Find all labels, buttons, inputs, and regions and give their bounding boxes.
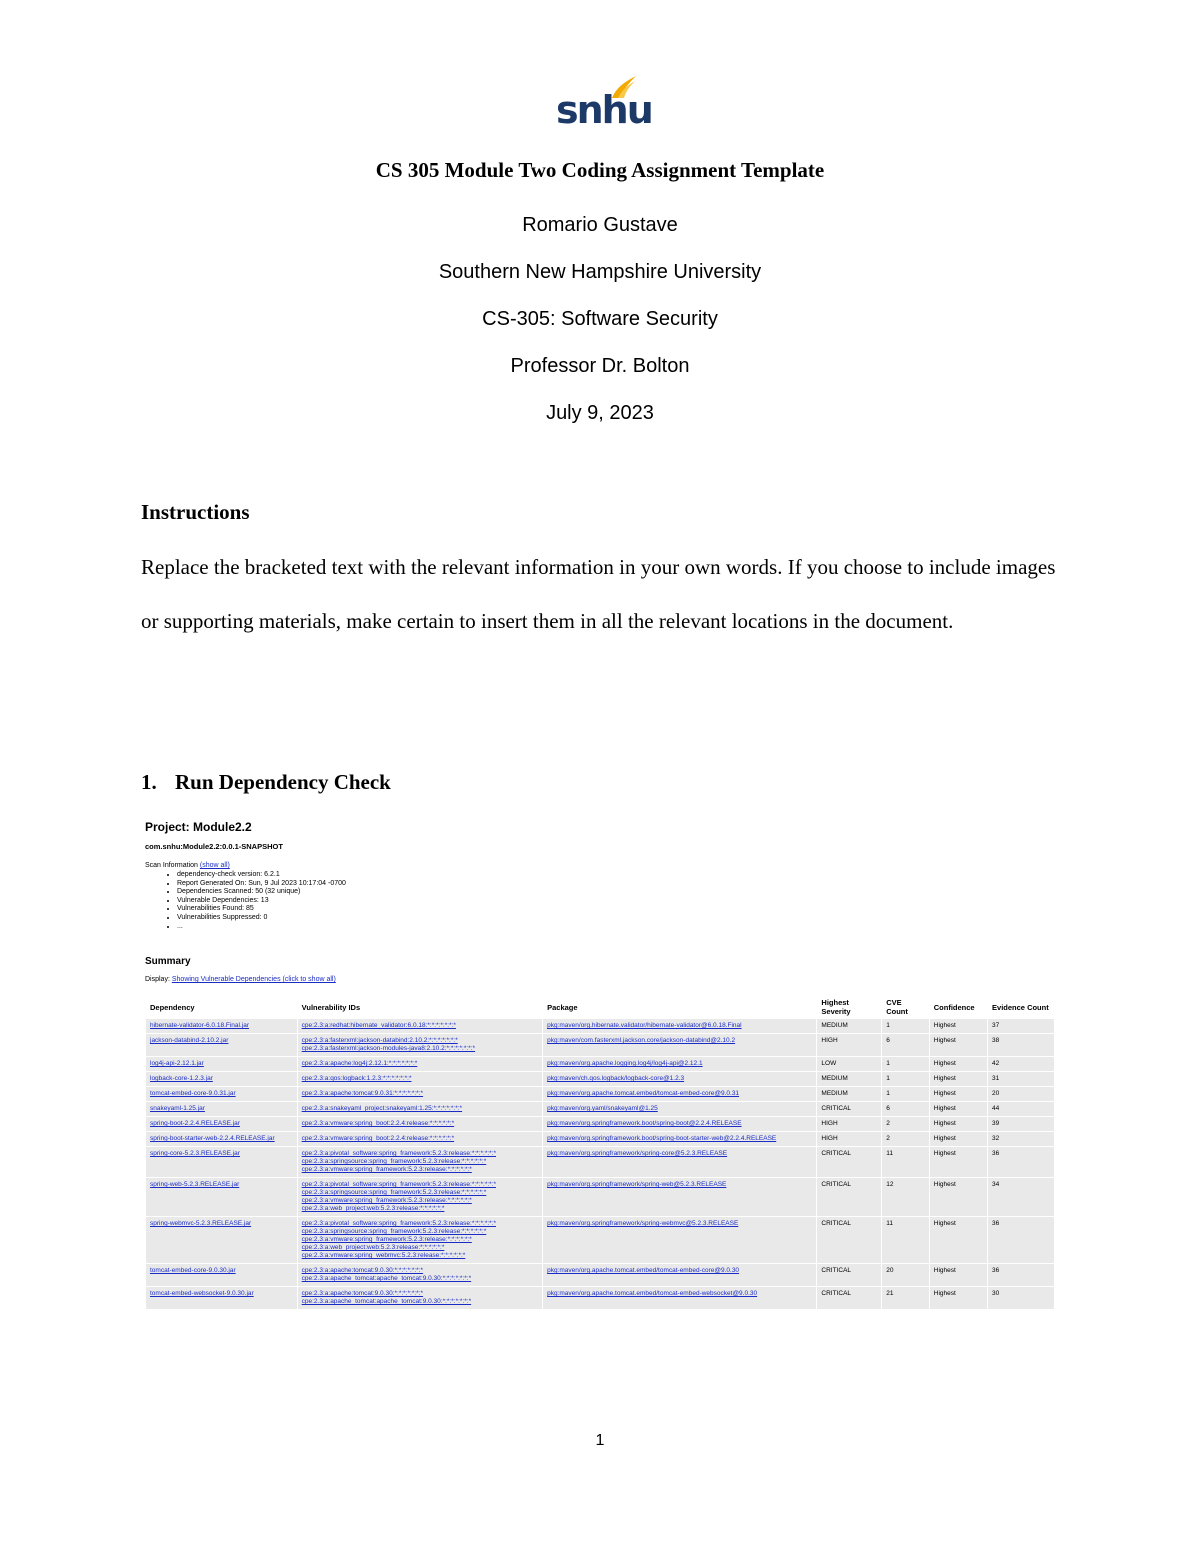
- vulnerability-id-link[interactable]: cpe:2.3:a:apache:tomcat:9.0.31:*:*:*:*:*:*:*: [301, 1090, 424, 1097]
- package-cell[interactable]: pkg:maven/org.apache.tomcat.embed/tomcat-embed-websocket@9.0.30: [543, 1287, 816, 1309]
- vulnerability-ids-cell[interactable]: [298, 1102, 542, 1116]
- severity-cell: MEDIUM: [817, 1072, 881, 1086]
- summary-table: [145, 995, 1055, 1310]
- dependency-cell[interactable]: tomcat-embed-websocket-9.0.30.jar: [146, 1287, 297, 1309]
- confidence-cell: Highest: [930, 1087, 987, 1101]
- instructions-heading: Instructions: [141, 500, 250, 524]
- vulnerability-id-link[interactable]: cpe:2.3:a:redhat:hibernate_validator:6.0.18:*:*:*:*:*:*:*: [301, 1022, 456, 1029]
- dependency-cell[interactable]: logback-core-1.2.3.jar: [146, 1072, 297, 1086]
- cve-count-cell: 11: [882, 1217, 929, 1263]
- cve-count-cell: 2: [882, 1132, 929, 1146]
- vulnerability-id-link[interactable]: cpe:2.3:a:pivotal_software:spring_framework:5.2.3:release:*:*:*:*:*:*: [301, 1150, 497, 1157]
- display-filter: [145, 976, 336, 983]
- display-toggle-link[interactable]: Showing Vulnerable Dependencies (click to show all): [171, 976, 336, 983]
- confidence-cell: Highest: [930, 1117, 987, 1131]
- severity-cell: CRITICAL: [817, 1178, 881, 1216]
- vulnerability-id-link[interactable]: cpe:2.3:a:springsource:spring_framework:5.2.3:release:*:*:*:*:*:*: [301, 1189, 487, 1196]
- vulnerability-id-link[interactable]: cpe:2.3:a:vmware:spring_framework:5.2.3:release:*:*:*:*:*:*: [301, 1197, 472, 1204]
- evidence-count-cell: 38: [988, 1034, 1054, 1056]
- package-cell[interactable]: pkg:maven/org.springframework/spring-webmvc@5.2.3.RELEASE: [543, 1217, 816, 1263]
- section-heading: [141, 770, 391, 795]
- vulnerability-id-link[interactable]: cpe:2.3:a:vmware:spring_boot:2.2.4:release:*:*:*:*:*:*: [301, 1120, 455, 1127]
- dependency-cell[interactable]: hibernate-validator-6.0.18.Final.jar: [146, 1019, 297, 1033]
- vulnerability-id-link[interactable]: cpe:2.3:a:vmware:spring_webmvc:5.2.3:release:*:*:*:*:*:*: [301, 1252, 466, 1259]
- document-title: CS 305 Module Two Coding Assignment Template: [375, 158, 825, 182]
- course-name: CS-305: Software Security: [482, 308, 718, 330]
- evidence-count-cell: 42: [988, 1057, 1054, 1071]
- column-header[interactable]: Highest Severity: [821, 998, 851, 1016]
- scan-information: [145, 862, 230, 869]
- scan-info-item: • Vulnerabilities Suppressed: 0: [177, 914, 346, 923]
- evidence-count-cell: 36: [988, 1264, 1054, 1286]
- vulnerability-id-link[interactable]: cpe:2.3:a:fasterxml:jackson-modules-java8:2.10.2:*:*:*:*:*:*:*: [301, 1045, 476, 1052]
- severity-cell: HIGH: [817, 1034, 881, 1056]
- confidence-cell: Highest: [930, 1102, 987, 1116]
- cve-count-cell: 6: [882, 1102, 929, 1116]
- confidence-cell: Highest: [930, 1287, 987, 1309]
- report-coordinates: com.snhu:Module2.2:0.0.1-SNAPSHOT: [145, 842, 283, 851]
- snhu-logo: [556, 74, 652, 134]
- confidence-cell: Highest: [930, 1147, 987, 1177]
- dependency-cell[interactable]: spring-core-5.2.3.RELEASE.jar: [146, 1147, 297, 1177]
- vulnerability-ids-cell[interactable]: [298, 1178, 542, 1216]
- table-row: [146, 1217, 1054, 1263]
- vulnerability-id-link[interactable]: cpe:2.3:a:springsource:spring_framework:5.2.3:release:*:*:*:*:*:*: [301, 1158, 487, 1165]
- column-header[interactable]: Confidence: [933, 1002, 975, 1012]
- confidence-cell: Highest: [930, 1034, 987, 1056]
- show-all-link[interactable]: (show all): [199, 862, 230, 869]
- cve-count-cell: 2: [882, 1117, 929, 1131]
- severity-cell: LOW: [817, 1057, 881, 1071]
- table-row: [146, 1132, 1054, 1146]
- confidence-cell: Highest: [930, 1178, 987, 1216]
- table-row: [146, 1178, 1054, 1216]
- dependency-check-report: [143, 818, 1055, 1338]
- dependency-cell[interactable]: spring-webmvc-5.2.3.RELEASE.jar: [146, 1217, 297, 1263]
- confidence-cell: Highest: [930, 1072, 987, 1086]
- vulnerability-id-link[interactable]: cpe:2.3:a:apache_tomcat:apache_tomcat:9.0.30:*:*:*:*:*:*:*: [301, 1298, 472, 1305]
- university-name: Southern New Hampshire University: [438, 261, 762, 283]
- scan-info-label: Scan Information: [145, 862, 198, 869]
- vulnerability-ids-cell[interactable]: [298, 1132, 542, 1146]
- dependency-cell[interactable]: jackson-databind-2.10.2.jar: [146, 1034, 297, 1056]
- table-row: [146, 1287, 1054, 1309]
- cve-count-cell: 20: [882, 1264, 929, 1286]
- scan-info-item: • Dependencies Scanned: 50 (32 unique): [177, 888, 346, 897]
- package-cell[interactable]: pkg:maven/org.yaml/snakeyaml@1.25: [543, 1102, 816, 1116]
- dependency-cell[interactable]: snakeyaml-1.25.jar: [146, 1102, 297, 1116]
- column-header[interactable]: Package: [547, 1002, 578, 1012]
- severity-cell: CRITICAL: [817, 1217, 881, 1263]
- column-header[interactable]: Vulnerability IDs: [301, 1002, 361, 1012]
- package-cell[interactable]: pkg:maven/org.apache.tomcat.embed/tomcat-embed-core@9.0.31: [543, 1087, 816, 1101]
- table-row: [146, 1072, 1054, 1086]
- cve-count-cell: 12: [882, 1178, 929, 1216]
- section-title: Run Dependency Check: [175, 770, 391, 794]
- vulnerability-ids-cell[interactable]: [298, 1287, 542, 1309]
- dependency-cell[interactable]: spring-boot-starter-web-2.2.4.RELEASE.jar: [146, 1132, 297, 1146]
- cve-count-cell: 1: [882, 1057, 929, 1071]
- confidence-cell: Highest: [930, 1217, 987, 1263]
- table-row: [146, 1087, 1054, 1101]
- cve-count-cell: 21: [882, 1287, 929, 1309]
- evidence-count-cell: 44: [988, 1102, 1054, 1116]
- evidence-count-cell: 36: [988, 1217, 1054, 1263]
- cve-count-cell: 11: [882, 1147, 929, 1177]
- vulnerability-ids-cell[interactable]: [298, 1147, 542, 1177]
- logo-text: snhu: [556, 88, 652, 132]
- vulnerability-ids-cell[interactable]: [298, 1217, 542, 1263]
- cve-count-cell: 1: [882, 1087, 929, 1101]
- package-cell[interactable]: pkg:maven/org.springframework/spring-core@5.2.3.RELEASE: [543, 1147, 816, 1177]
- severity-cell: CRITICAL: [817, 1287, 881, 1309]
- report-project-title: Project: Module2.2: [145, 820, 252, 834]
- evidence-count-cell: 32: [988, 1132, 1054, 1146]
- table-row: [146, 1034, 1054, 1056]
- dependency-cell[interactable]: tomcat-embed-core-9.0.30.jar: [146, 1264, 297, 1286]
- professor-name: Professor Dr. Bolton: [510, 355, 690, 377]
- vulnerability-id-link[interactable]: cpe:2.3:a:apache:tomcat:9.0.30:*:*:*:*:*:*:*: [301, 1267, 424, 1274]
- severity-cell: CRITICAL: [817, 1102, 881, 1116]
- vulnerability-ids-cell[interactable]: [298, 1019, 542, 1033]
- dependency-cell[interactable]: spring-boot-2.2.4.RELEASE.jar: [146, 1117, 297, 1131]
- instructions-text: Replace the bracketed text with the relevant information in your own words. If you choose to include images or supporting materials, make certain to insert them in all the relevant locations in the document.: [141, 555, 1056, 633]
- severity-cell: MEDIUM: [817, 1087, 881, 1101]
- vulnerability-id-link[interactable]: cpe:2.3:a:vmware:spring_framework:5.2.3:release:*:*:*:*:*:*: [301, 1236, 472, 1243]
- vulnerability-ids-cell[interactable]: [298, 1034, 542, 1056]
- vulnerability-id-link[interactable]: cpe:2.3:a:springsource:spring_framework:5.2.3:release:*:*:*:*:*:*: [301, 1228, 487, 1235]
- evidence-count-cell: 37: [988, 1019, 1054, 1033]
- vulnerability-id-link[interactable]: cpe:2.3:a:vmware:spring_framework:5.2.3:release:*:*:*:*:*:*: [301, 1166, 472, 1173]
- dependency-cell[interactable]: tomcat-embed-core-9.0.31.jar: [146, 1087, 297, 1101]
- table-row: [146, 1264, 1054, 1286]
- vulnerability-ids-cell[interactable]: [298, 1264, 542, 1286]
- package-cell[interactable]: pkg:maven/org.springframework/spring-web@5.2.3.RELEASE: [543, 1178, 816, 1216]
- severity-cell: MEDIUM: [817, 1019, 881, 1033]
- evidence-count-cell: 34: [988, 1178, 1054, 1216]
- vulnerability-id-link[interactable]: cpe:2.3:a:apache:tomcat:9.0.30:*:*:*:*:*:*:*: [301, 1290, 424, 1297]
- evidence-count-cell: 39: [988, 1117, 1054, 1131]
- summary-heading: Summary: [145, 956, 191, 967]
- column-header[interactable]: CVE Count: [886, 998, 908, 1016]
- package-cell[interactable]: pkg:maven/org.apache.logging.log4j/log4j-api@2.12.1: [543, 1057, 816, 1071]
- table-row: [146, 1147, 1054, 1177]
- confidence-cell: Highest: [930, 1019, 987, 1033]
- vulnerability-id-link[interactable]: cpe:2.3:a:qos:logback:1.2.3:*:*:*:*:*:*:*: [301, 1075, 412, 1082]
- confidence-cell: Highest: [930, 1132, 987, 1146]
- column-header[interactable]: Evidence Count: [992, 1002, 1049, 1012]
- cve-count-cell: 6: [882, 1034, 929, 1056]
- page-number: 1: [595, 1432, 605, 1449]
- column-header[interactable]: Dependency: [150, 1002, 195, 1012]
- cve-count-cell: 1: [882, 1019, 929, 1033]
- section-number: 1.: [141, 770, 157, 794]
- vulnerability-id-link[interactable]: cpe:2.3:a:pivotal_software:spring_framework:5.2.3:release:*:*:*:*:*:*: [301, 1220, 497, 1227]
- severity-cell: HIGH: [817, 1132, 881, 1146]
- vulnerability-id-link[interactable]: cpe:2.3:a:web_project:web:5.2.3:release:*:*:*:*:*:*: [301, 1244, 445, 1251]
- vulnerability-id-link[interactable]: cpe:2.3:a:pivotal_software:spring_framework:5.2.3:release:*:*:*:*:*:*: [301, 1181, 497, 1188]
- scan-info-item: • ...: [177, 923, 346, 932]
- dependency-cell[interactable]: log4j-api-2.12.1.jar: [146, 1057, 297, 1071]
- vulnerability-id-link[interactable]: cpe:2.3:a:web_project:web:5.2.3:release:*:*:*:*:*:*: [301, 1205, 445, 1212]
- severity-cell: CRITICAL: [817, 1264, 881, 1286]
- vulnerability-ids-cell[interactable]: [298, 1087, 542, 1101]
- table-row: [146, 1102, 1054, 1116]
- evidence-count-cell: 31: [988, 1072, 1054, 1086]
- confidence-cell: Highest: [930, 1057, 987, 1071]
- package-cell[interactable]: pkg:maven/org.hibernate.validator/hibernate-validator@6.0.18.Final: [543, 1019, 816, 1033]
- vulnerability-id-link[interactable]: cpe:2.3:a:vmware:spring_boot:2.2.4:release:*:*:*:*:*:*: [301, 1135, 455, 1142]
- severity-cell: HIGH: [817, 1117, 881, 1131]
- vulnerability-id-link[interactable]: cpe:2.3:a:snakeyaml_project:snakeyaml:1.25:*:*:*:*:*:*:*: [301, 1105, 463, 1112]
- vulnerability-id-link[interactable]: cpe:2.3:a:apache:log4j:2.12.1:*:*:*:*:*:*:*: [301, 1060, 418, 1067]
- document-date: July 9, 2023: [546, 402, 654, 424]
- dependency-cell[interactable]: spring-web-5.2.3.RELEASE.jar: [146, 1178, 297, 1216]
- vulnerability-ids-cell[interactable]: [298, 1057, 542, 1071]
- evidence-count-cell: 30: [988, 1287, 1054, 1309]
- vulnerability-ids-cell[interactable]: [298, 1072, 542, 1086]
- evidence-count-cell: 20: [988, 1087, 1054, 1101]
- display-label: Display:: [145, 976, 170, 983]
- package-cell[interactable]: pkg:maven/com.fasterxml.jackson.core/jackson-databind@2.10.2: [543, 1034, 816, 1056]
- evidence-count-cell: 36: [988, 1147, 1054, 1177]
- table-row: [146, 1057, 1054, 1071]
- cve-count-cell: 1: [882, 1072, 929, 1086]
- package-cell[interactable]: pkg:maven/ch.qos.logback/logback-core@1.2.3: [543, 1072, 816, 1086]
- package-cell[interactable]: pkg:maven/org.springframework.boot/spring-boot-starter-web@2.2.4.RELEASE: [543, 1132, 816, 1146]
- scan-info-item: • Vulnerabilities Found: 85: [177, 905, 346, 914]
- table-row: [146, 1019, 1054, 1033]
- vulnerability-ids-cell[interactable]: [298, 1117, 542, 1131]
- scan-info-list: [167, 871, 346, 931]
- scan-info-item: • dependency-check version: 6.2.1: [177, 871, 346, 880]
- scan-info-item: • Vulnerable Dependencies: 13: [177, 897, 346, 906]
- table-row: [146, 1117, 1054, 1131]
- vulnerability-id-link[interactable]: cpe:2.3:a:apache_tomcat:apache_tomcat:9.0.30:*:*:*:*:*:*:*: [301, 1275, 472, 1282]
- package-cell[interactable]: pkg:maven/org.apache.tomcat.embed/tomcat-embed-core@9.0.30: [543, 1264, 816, 1286]
- vulnerability-id-link[interactable]: cpe:2.3:a:fasterxml:jackson-databind:2.10.2:*:*:*:*:*:*:*: [301, 1037, 458, 1044]
- severity-cell: CRITICAL: [817, 1147, 881, 1177]
- author-name: Romario Gustave: [522, 214, 678, 236]
- package-cell[interactable]: pkg:maven/org.springframework.boot/spring-boot@2.2.4.RELEASE: [543, 1117, 816, 1131]
- scan-info-item: • Report Generated On: Sun, 9 Jul 2023 10:17:04 -0700: [177, 880, 346, 889]
- confidence-cell: Highest: [930, 1264, 987, 1286]
